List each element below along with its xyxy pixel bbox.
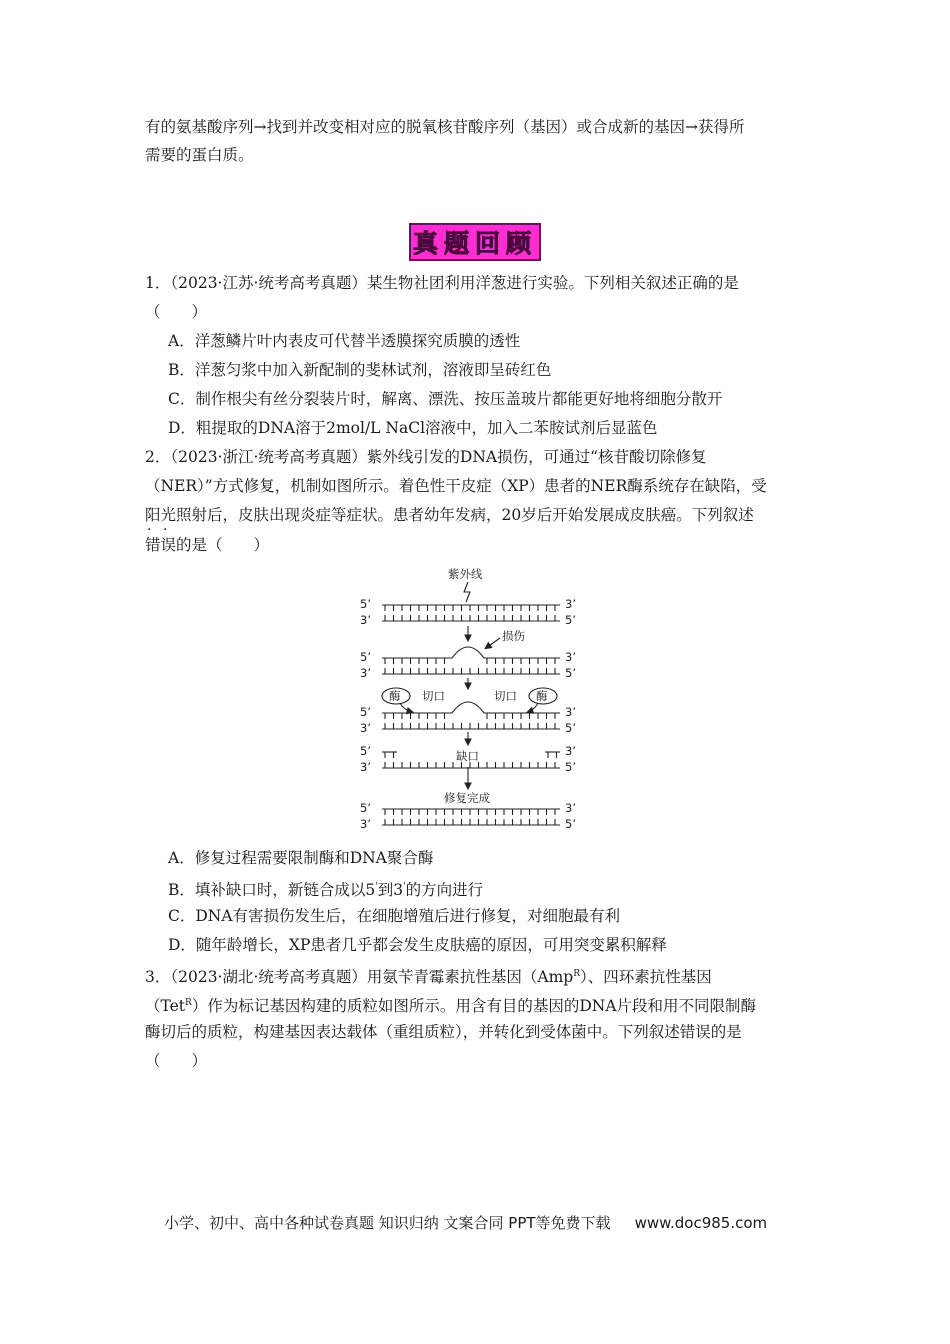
intro-line-2: 需要的蛋白质。 [145,146,254,164]
cut-label: 切口 [422,689,445,703]
q1-option-b: B．洋葱匀浆中加入新配制的斐林试剂，溶液即呈砖红色 [168,361,552,379]
end-label-5-prime: 5’ [360,597,371,611]
end-label-5-prime: 5’ [360,744,371,758]
q2-stem-line-2: （NER）”方式修复，机制如图所示。着色性干皮症（XP）患者的NER酶系统存在缺陷，受 [145,477,767,495]
q3-stem-line-2: （Tet$^R$）作为标记基因构建的质粒如图所示。用含有目的基因的DNA片段和用不同限制酶 [145,997,757,1016]
repair-complete-label: 修复完成 [444,791,490,805]
arrow [400,703,412,712]
arrow [486,638,500,648]
q3-stem-line-4: （ ） [145,1052,208,1070]
end-label-3-prime: 3’ [360,817,371,831]
end-label-5-prime: 5’ [360,705,371,719]
q1-stem-line-1: 1．（2023·江苏·统考高考真题）某生物社团利用洋葱进行实验。下列相关叙述正确的是 [145,274,739,292]
emphasis-dot: · [163,522,168,538]
section-banner-title: 真题回顾 [412,229,537,258]
q2-stem-line-4: 错误的是（ ） [145,536,270,554]
q2-stem-line-1: 2．（2023·浙江·统考高考真题）紫外线引发的DNA损伤，可通过“核苷酸切除修复 [145,448,707,466]
emphasis-dot: · [147,522,152,538]
end-label-5-prime: 5’ [565,666,576,680]
end-label-3-prime: 3’ [565,597,576,611]
end-label-5-prime: 5’ [565,760,576,774]
intro-line-1: 有的氨基酸序列→找到并改变相对应的脱氧核苷酸序列（基因）或合成新的基因→获得所 [145,118,745,136]
q1-stem-line-2: （ ） [145,303,208,321]
q2-option-a: A．修复过程需要限制酶和DNA聚合酶 [168,849,434,867]
end-label-3-prime: 3’ [360,613,371,627]
page-footer [164,1212,767,1233]
end-label-3-prime: 3’ [565,650,576,664]
end-label-3-prime: 3’ [565,705,576,719]
q3-stem-line-1: 3．（2023·湖北·统考高考真题）用氨苄青霉素抗性基因（Amp$^R$）、四环素抗性基因 [145,968,712,987]
uv-bolt [464,582,470,602]
end-label-3-prime: 3’ [565,744,576,758]
end-label-3-prime: 3’ [565,801,576,815]
cut-label: 切口 [494,689,517,703]
section-banner [409,223,541,261]
q3-stem-line-3: 酶切后的质粒，构建基因表达载体（重组质粒），并转化到受体菌中。下列叙述错误的是 [145,1023,742,1041]
end-label-3-prime: 3’ [360,666,371,680]
end-label-5-prime: 5’ [360,801,371,815]
q2-option-d: D．随年龄增长，XP患者几乎都会发生皮肤癌的原因，可用突变累积解释 [168,936,667,954]
end-label-5-prime: 5’ [565,721,576,735]
end-label-5-prime: 5’ [565,613,576,627]
q2-stem-line-3: 阳光照射后，皮肤出现炎症等症状。患者幼年发病，20岁后开始发展成皮肤癌。下列叙述 [145,506,754,524]
q2-option-c: C．DNA有害损伤发生后，在细胞增殖后进行修复，对细胞最有利 [168,907,621,925]
gap-label: 缺口 [456,749,479,763]
end-label-3-prime: 3’ [360,760,371,774]
end-label-3-prime: 3’ [360,721,371,735]
damage-bulge [452,647,484,658]
damage-bulge [452,702,484,713]
enzyme-label: 酶 [536,689,548,703]
q1-option-a: A．洋葱鳞片叶内表皮可代替半透膜探究质膜的透性 [168,332,521,350]
footer-url[interactable]: www.doc985.com [634,1214,768,1232]
arrow [528,703,538,712]
end-label-5-prime: 5’ [565,817,576,831]
footer-text: 小学、初中、高中各种试卷真题 知识归纳 文案合同 PPT等免费下载 [164,1214,611,1232]
q1-option-c: C．制作根尖有丝分裂装片时，解离、漂洗、按压盖玻片都能更好地将细胞分散开 [168,390,723,408]
damage-label: 损伤 [502,629,525,643]
q1-option-d: D．粗提取的DNA溶于2mol/L NaCl溶液中，加入二苯胺试剂后显蓝色 [168,419,658,437]
uv-label: 紫外线 [448,567,483,581]
q2-option-b: B．填补缺口时，新链合成以5'到3'的方向进行 [168,881,484,900]
dna-repair-diagram [360,562,585,837]
end-label-5-prime: 5’ [360,650,371,664]
enzyme-label: 酶 [389,689,401,703]
